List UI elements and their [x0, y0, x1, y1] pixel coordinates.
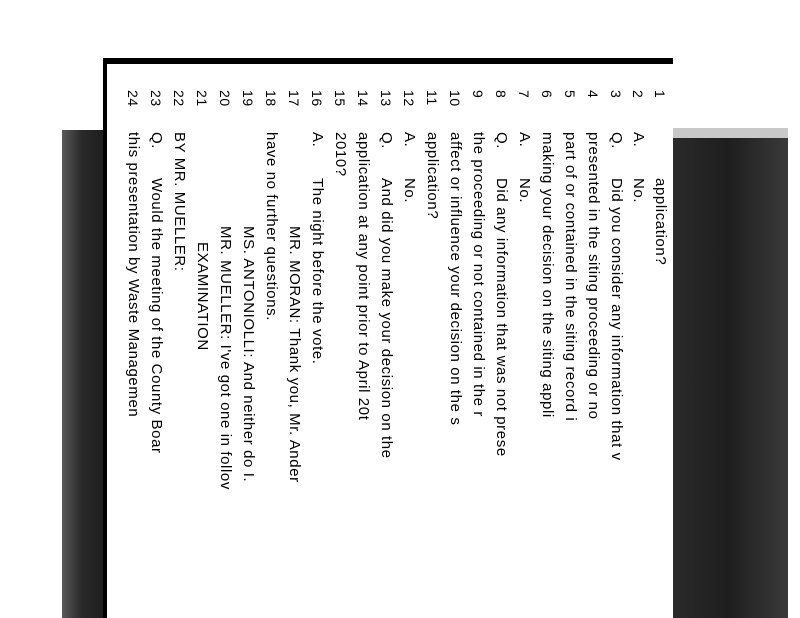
line-text: this presentation by Waste Managemen	[125, 132, 142, 418]
line-speaker: Q.	[608, 132, 625, 150]
line-text: 2010?	[332, 132, 349, 177]
line-speaker: Q.	[493, 132, 510, 150]
line-speaker: A.	[630, 132, 647, 148]
line-text: No.	[630, 178, 647, 204]
line-number: 21	[194, 90, 210, 107]
scanner-background-right	[668, 138, 788, 618]
line-text: have no further questions.	[263, 132, 280, 322]
line-number: 19	[240, 90, 256, 107]
transcript-line	[122, 68, 144, 618]
line-text: application?	[424, 132, 441, 220]
line-number: 23	[148, 90, 164, 107]
line-number: 22	[171, 90, 187, 107]
line-number: 8	[493, 90, 509, 99]
transcript-line	[191, 68, 213, 618]
line-text: presented in the siting proceeding or no	[585, 132, 602, 420]
line-number: 3	[608, 90, 624, 99]
line-number: 12	[401, 90, 417, 107]
line-number: 11	[424, 90, 440, 106]
line-number: 1	[652, 90, 668, 99]
line-speaker: Q.	[148, 132, 165, 150]
line-text: affect or influence your decision on the s	[447, 132, 464, 426]
transcript-line	[168, 68, 190, 618]
line-number: 4	[585, 90, 601, 99]
transcript-line	[490, 68, 512, 618]
transcript-line	[421, 68, 443, 618]
line-number: 5	[562, 90, 578, 99]
line-number: 16	[309, 90, 325, 107]
line-text: Did any information that was not prese	[493, 178, 510, 457]
transcript-line	[283, 68, 305, 618]
transcript-line	[467, 68, 489, 618]
line-text: MR. MORAN: Thank you, Mr. Ander	[286, 226, 303, 483]
line-number: 10	[447, 90, 463, 107]
line-number: 7	[516, 90, 532, 99]
transcript-line	[444, 68, 466, 618]
transcript-line	[237, 68, 259, 618]
line-text: No.	[516, 178, 533, 204]
line-text: And did you make your decision on the	[378, 178, 395, 459]
line-speaker: A.	[516, 132, 533, 148]
line-number: 20	[217, 90, 233, 107]
line-number: 15	[332, 90, 348, 107]
transcript-line	[329, 68, 351, 618]
transcript-line	[352, 68, 374, 618]
line-text: BY MR. MUELLER:	[171, 132, 188, 272]
transcript-line	[559, 68, 581, 618]
line-text: Would the meeting of the County Boar	[148, 178, 165, 454]
line-number: 17	[286, 90, 302, 107]
line-text: application?	[652, 178, 669, 266]
line-number: 9	[470, 90, 486, 99]
transcript-line	[214, 68, 236, 618]
line-number: 24	[125, 90, 141, 107]
line-text: part of or contained in the siting record i	[562, 132, 579, 422]
transcript-line	[605, 68, 627, 618]
section-heading: EXAMINATION	[194, 242, 211, 351]
transcript-line	[627, 68, 649, 618]
line-number: 13	[378, 90, 394, 107]
transcript-line	[375, 68, 397, 618]
line-text: making your decision on the siting appli	[539, 132, 556, 418]
line-text: the proceeding or not contained in the r	[470, 132, 487, 418]
line-text: application at any point prior to April 20t	[355, 132, 372, 421]
line-number: 18	[263, 90, 279, 107]
transcript-line	[398, 68, 420, 618]
line-speaker: Q.	[378, 132, 395, 150]
transcript-body	[107, 68, 673, 618]
transcript-line	[145, 68, 167, 618]
line-text: MR. MUELLER: I've got one in follov	[217, 226, 234, 490]
transcript-line	[536, 68, 558, 618]
line-text: MS. ANTONIOLLI: And neither do I.	[240, 226, 257, 483]
line-text: No.	[401, 178, 418, 204]
line-text: The night before the vote.	[309, 178, 326, 365]
transcript-line	[260, 68, 282, 618]
transcript-line	[582, 68, 604, 618]
line-speaker: A.	[309, 132, 326, 148]
line-number: 6	[539, 90, 555, 99]
line-number: 14	[355, 90, 371, 107]
line-text: Did you consider any information that v	[608, 178, 625, 461]
line-number: 2	[630, 90, 646, 99]
line-speaker: A.	[401, 132, 418, 148]
transcript-page	[103, 58, 673, 618]
transcript-line	[306, 68, 328, 618]
transcript-line	[649, 68, 671, 618]
transcript-line	[513, 68, 535, 618]
